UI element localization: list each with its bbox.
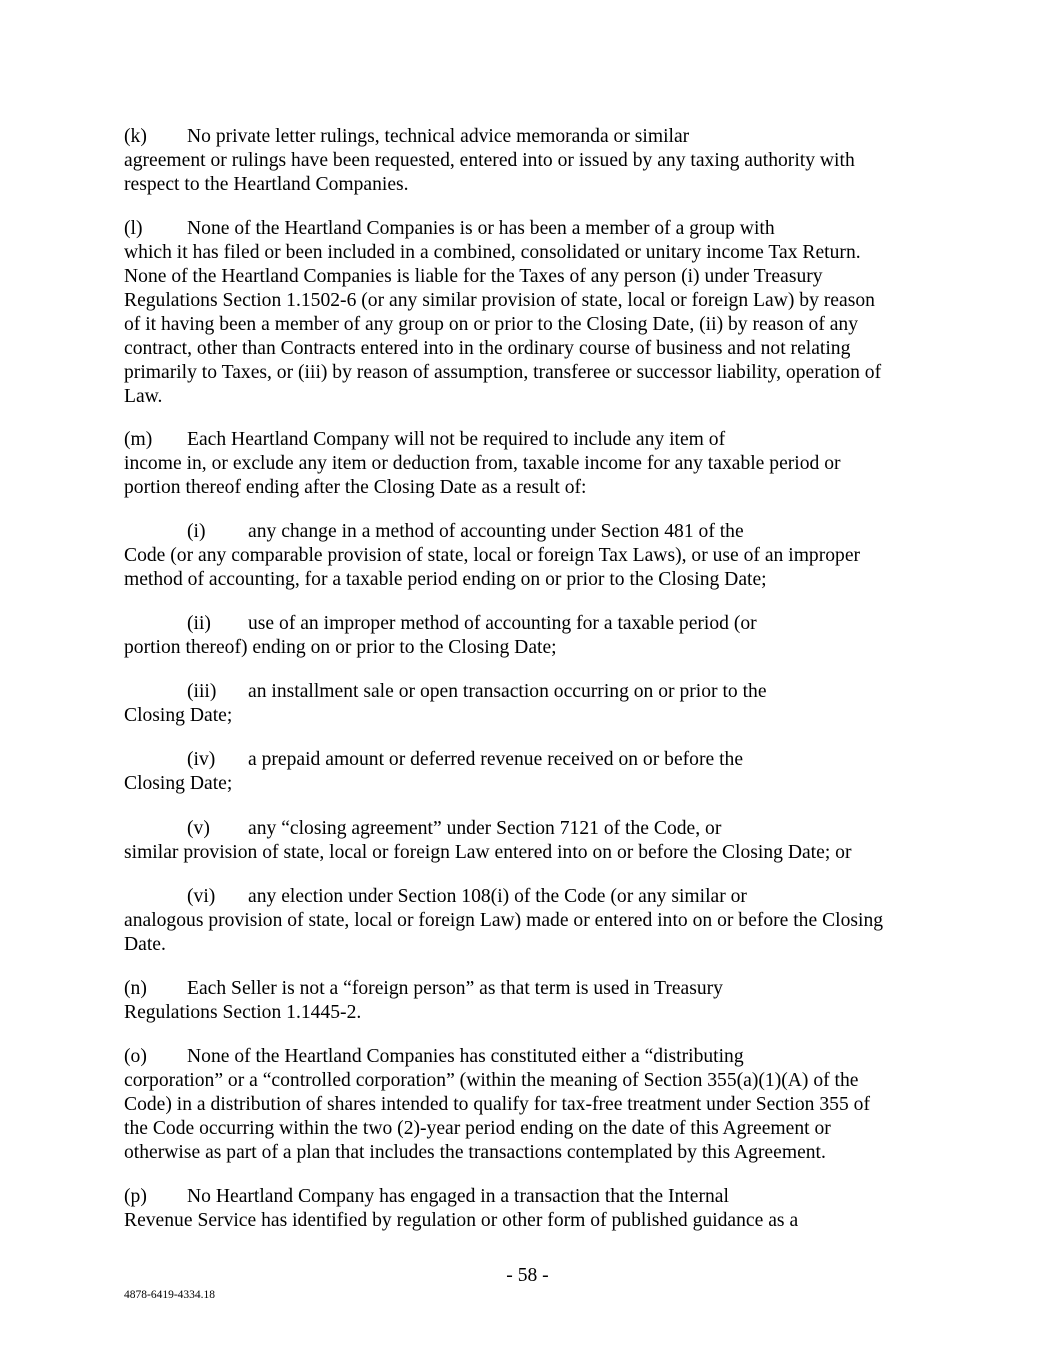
subparagraph-label: (i) — [187, 521, 206, 542]
subparagraph-first-line: use of an improper method of accounting for a taxable period (or — [248, 613, 757, 634]
paragraph-first-line: None of the Heartland Companies is or has been a member of a group with — [187, 218, 775, 239]
subparagraph-v — [124, 817, 932, 865]
subparagraph-label: (ii) — [187, 613, 211, 634]
subparagraph-iii — [124, 680, 932, 728]
subparagraph-ii — [124, 612, 932, 660]
document-id: 4878-6419-4334.18 — [124, 1289, 216, 1301]
paragraph-l — [124, 217, 932, 409]
subparagraph-first-line: an installment sale or open transaction occurring on or prior to the — [248, 681, 767, 702]
paragraph-label: (m) — [124, 429, 153, 450]
subparagraph-label: (vi) — [187, 886, 216, 907]
subparagraph-first-line: any election under Section 108(i) of the Code (or any similar or — [248, 886, 747, 907]
paragraph-body: income in, or exclude any item or deduction from, taxable income for any taxable period or portion thereof ending after the Closing Date as a result of: — [124, 453, 841, 498]
paragraph-first-line: None of the Heartland Companies has constituted either a “distributing — [187, 1046, 744, 1067]
paragraph-body: corporation” or a “controlled corporation” (within the meaning of Section 355(a)(1)(A) of the Code) in a distribution of shares intended to qualify for tax-free treatment under Section 355 of the Code occurring within the two (2)-year period ending on the date of this Agreement or otherwise as part of a plan that includes the transactions contemplated by this Agreement. — [124, 1070, 870, 1163]
paragraph-body: agreement or rulings have been requested, entered into or issued by any taxing authority with respect to the Heartland Companies. — [124, 150, 855, 195]
paragraph-m — [124, 428, 932, 500]
subparagraph-label: (iv) — [187, 749, 216, 770]
subparagraph-first-line: any change in a method of accounting under Section 481 of the — [248, 521, 744, 542]
subparagraph-vi — [124, 885, 932, 957]
subparagraph-body: analogous provision of state, local or foreign Law) made or entered into on or before the Closing Date. — [124, 910, 884, 955]
subparagraph-body: portion thereof) ending on or prior to the Closing Date; — [124, 637, 557, 658]
paragraph-label: (k) — [124, 126, 147, 147]
paragraph-label: (o) — [124, 1046, 147, 1067]
subparagraph-body: similar provision of state, local or foreign Law entered into on or before the Closing Date; or — [124, 842, 852, 863]
subparagraph-label: (v) — [187, 818, 210, 839]
paragraph-body: which it has filed or been included in a combined, consolidated or unitary income Tax Return. None of the Heartland Companies is liable for the Taxes of any person (i) under Treasury Regulations Section 1.1502-6 (or any similar provision of state, local or foreign Law) by reason of it having been a member of any group on or prior to the Closing Date, (ii) by reason of any contract, other than Contracts entered into in the ordinary course of business and not relating primarily to Taxes, or (iii) by reason of assumption, transferee or successor liability, operation of Law. — [124, 242, 882, 407]
paragraph-label: (l) — [124, 218, 143, 239]
subparagraph-first-line: a prepaid amount or deferred revenue received on or before the — [248, 749, 744, 770]
page-number: - 58 - — [506, 1265, 549, 1286]
paragraph-body: Revenue Service has identified by regulation or other form of published guidance as a — [124, 1210, 799, 1231]
paragraph-p — [124, 1185, 932, 1233]
subparagraph-label: (iii) — [187, 681, 217, 702]
paragraph-first-line: No Heartland Company has engaged in a transaction that the Internal — [187, 1186, 729, 1207]
paragraph-k — [124, 125, 932, 197]
paragraph-first-line: Each Heartland Company will not be required to include any item of — [187, 429, 726, 450]
paragraph-body: Regulations Section 1.1445-2. — [124, 1002, 362, 1023]
subparagraph-first-line: any “closing agreement” under Section 7121 of the Code, or — [248, 818, 722, 839]
subparagraph-iv — [124, 748, 932, 796]
paragraph-first-line: Each Seller is not a “foreign person” as that term is used in Treasury — [187, 978, 723, 999]
paragraph-label: (n) — [124, 978, 147, 999]
subparagraph-body: Closing Date; — [124, 773, 233, 794]
paragraph-n — [124, 977, 932, 1025]
subparagraph-i — [124, 520, 932, 592]
paragraph-o — [124, 1045, 932, 1165]
subparagraph-body: Closing Date; — [124, 705, 233, 726]
paragraph-first-line: No private letter rulings, technical advice memoranda or similar — [187, 126, 690, 147]
paragraph-label: (p) — [124, 1186, 147, 1207]
subparagraph-body: Code (or any comparable provision of state, local or foreign Tax Laws), or use of an improper method of accounting, for a taxable period ending on or prior to the Closing Date; — [124, 545, 861, 590]
